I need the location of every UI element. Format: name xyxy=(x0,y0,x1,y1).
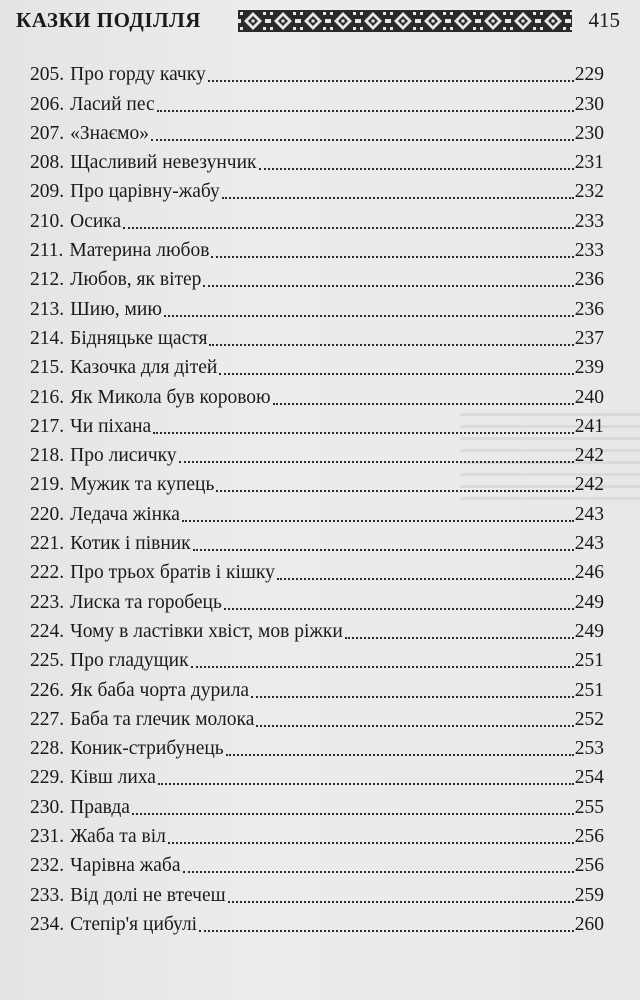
entry-title: Про трьох братів і кішку xyxy=(70,562,275,584)
toc-entry xyxy=(30,585,604,614)
entry-number: 221. xyxy=(30,533,65,555)
dot-leader xyxy=(228,900,574,903)
entry-page-number: 230 xyxy=(574,122,604,144)
entry-page-number: 252 xyxy=(574,708,604,730)
entry-title: Степір'я цибулі xyxy=(70,913,198,935)
entry-title: Щасливий невезунчик xyxy=(70,152,257,174)
toc-entry xyxy=(30,175,604,204)
toc-entry xyxy=(30,292,604,321)
entry-title: Про царівну-жабу xyxy=(70,181,220,203)
entry-number: 223. xyxy=(30,591,65,613)
dot-leader xyxy=(157,109,574,112)
toc-entry xyxy=(30,556,604,585)
entry-page-number: 251 xyxy=(574,679,604,701)
entry-number: 225. xyxy=(30,650,65,672)
toc-entry xyxy=(30,87,604,116)
dot-leader xyxy=(179,460,574,463)
entry-number: 217. xyxy=(30,415,65,437)
toc-entry xyxy=(30,58,604,87)
entry-page-number: 251 xyxy=(574,650,604,672)
dot-leader xyxy=(199,929,574,932)
entry-title: Жаба та віл xyxy=(70,826,166,848)
entry-title: Ківш лиха xyxy=(70,767,156,789)
entry-number: 220. xyxy=(30,503,65,525)
toc-entry xyxy=(30,849,604,878)
entry-page-number: 239 xyxy=(574,357,604,379)
entry-title: Лиска та горобець xyxy=(70,591,222,613)
entry-title: «Знаємо» xyxy=(70,122,149,144)
entry-title: Чарівна жаба xyxy=(70,855,181,877)
dot-leader xyxy=(153,431,574,434)
entry-page-number: 237 xyxy=(574,327,604,349)
book-title: КАЗКИ ПОДІЛЛЯ xyxy=(16,8,201,32)
dot-leader xyxy=(216,489,573,492)
entry-title: Шию, мию xyxy=(70,298,162,320)
dot-leader xyxy=(226,753,574,756)
entry-title: Як Микола був коровою xyxy=(70,386,271,408)
dot-leader xyxy=(219,372,573,375)
dot-leader xyxy=(164,314,574,317)
entry-title: Від долі не втечеш xyxy=(70,884,226,906)
entry-page-number: 236 xyxy=(574,269,604,291)
toc-entry xyxy=(30,908,604,937)
dot-leader xyxy=(259,167,574,170)
dot-leader xyxy=(222,196,574,199)
entry-page-number: 241 xyxy=(574,415,604,437)
entry-title: Ледача жінка xyxy=(70,503,180,525)
entry-number: 205. xyxy=(30,64,65,86)
entry-title: Про горду качку xyxy=(70,64,206,86)
entry-title: Мужик та купець xyxy=(70,474,215,496)
entry-number: 233. xyxy=(30,884,65,906)
entry-title: Про гладущик xyxy=(70,650,189,672)
dot-leader xyxy=(158,782,574,785)
entry-page-number: 255 xyxy=(574,796,604,818)
entry-title: Як баба чорта дурила xyxy=(70,679,250,701)
entry-number: 208. xyxy=(30,152,65,174)
entry-page-number: 246 xyxy=(574,562,604,584)
dot-leader xyxy=(208,79,574,82)
entry-title: Баба та глечик молока xyxy=(70,708,255,730)
entry-page-number: 256 xyxy=(574,855,604,877)
entry-number: 227. xyxy=(30,708,65,730)
entry-page-number: 233 xyxy=(574,240,604,262)
entry-number: 206. xyxy=(30,93,65,115)
toc-entry xyxy=(30,468,604,497)
entry-number: 224. xyxy=(30,620,65,642)
dot-leader xyxy=(123,226,574,229)
toc-entry xyxy=(30,439,604,468)
entry-number: 215. xyxy=(30,357,65,379)
entry-number: 218. xyxy=(30,445,65,467)
dot-leader xyxy=(151,138,574,141)
entry-title: Любов, як вітер xyxy=(70,269,202,291)
toc-entry xyxy=(30,263,604,292)
entry-page-number: 240 xyxy=(574,386,604,408)
dot-leader xyxy=(345,636,574,639)
entry-number: 229. xyxy=(30,767,65,789)
dot-leader xyxy=(168,841,574,844)
toc-entry xyxy=(30,878,604,907)
entry-number: 212. xyxy=(30,269,65,291)
entry-number: 210. xyxy=(30,210,65,232)
toc-entry xyxy=(30,644,604,673)
toc-entry xyxy=(30,732,604,761)
entry-number: 216. xyxy=(30,386,65,408)
dot-leader xyxy=(251,695,574,698)
entry-number: 228. xyxy=(30,738,65,760)
entry-page-number: 231 xyxy=(574,152,604,174)
entry-page-number: 254 xyxy=(574,767,604,789)
toc-entry xyxy=(30,410,604,439)
toc-entry xyxy=(30,380,604,409)
entry-title: Про лисичку xyxy=(70,445,177,467)
entry-number: 230. xyxy=(30,796,65,818)
entry-page-number: 233 xyxy=(574,210,604,232)
entry-page-number: 249 xyxy=(574,591,604,613)
entry-number: 234. xyxy=(30,913,65,935)
entry-title: Казочка для дітей xyxy=(70,357,218,379)
entry-title: Чи піхана xyxy=(70,415,152,437)
entry-title: Осика xyxy=(70,210,122,232)
toc-entry xyxy=(30,673,604,702)
entry-title: Котик і півник xyxy=(70,533,191,555)
dot-leader xyxy=(211,255,573,258)
entry-number: 211. xyxy=(30,240,64,262)
entry-page-number: 259 xyxy=(574,884,604,906)
entry-title: Правда xyxy=(70,796,130,818)
toc-entry xyxy=(30,527,604,556)
toc-entry xyxy=(30,117,604,146)
dot-leader xyxy=(277,577,574,580)
entry-number: 214. xyxy=(30,327,65,349)
entry-title: Чому в ластівки хвіст, мов ріжки xyxy=(70,620,343,642)
toc-entry xyxy=(30,761,604,790)
entry-page-number: 229 xyxy=(574,64,604,86)
toc-entry xyxy=(30,497,604,526)
dot-leader xyxy=(203,284,573,287)
entry-number: 226. xyxy=(30,679,65,701)
toc-entry xyxy=(30,322,604,351)
running-header xyxy=(16,6,620,36)
entry-number: 231. xyxy=(30,826,65,848)
entry-title: Ласий пес xyxy=(70,93,155,115)
page-number: 415 xyxy=(588,8,620,32)
entry-page-number: 256 xyxy=(574,826,604,848)
entry-title: Бідняцьке щастя xyxy=(70,327,208,349)
toc-entry xyxy=(30,703,604,732)
entry-page-number: 232 xyxy=(574,181,604,203)
dot-leader xyxy=(191,665,574,668)
entry-title: Материна любов xyxy=(69,240,210,262)
toc-entry xyxy=(30,351,604,380)
dot-leader xyxy=(183,870,574,873)
entry-page-number: 249 xyxy=(574,620,604,642)
entry-number: 213. xyxy=(30,298,65,320)
table-of-contents xyxy=(30,58,604,937)
entry-number: 222. xyxy=(30,562,65,584)
entry-page-number: 242 xyxy=(574,445,604,467)
toc-entry xyxy=(30,790,604,819)
dot-leader xyxy=(224,607,574,610)
toc-entry xyxy=(30,146,604,175)
dot-leader xyxy=(273,402,574,405)
entry-page-number: 230 xyxy=(574,93,604,115)
entry-page-number: 253 xyxy=(574,738,604,760)
entry-title: Коник-стрибунець xyxy=(70,738,224,760)
toc-entry xyxy=(30,820,604,849)
entry-page-number: 243 xyxy=(574,503,604,525)
dot-leader xyxy=(132,812,574,815)
toc-entry xyxy=(30,234,604,263)
entry-page-number: 260 xyxy=(574,913,604,935)
ornament-border xyxy=(238,10,572,32)
entry-page-number: 236 xyxy=(574,298,604,320)
toc-entry xyxy=(30,615,604,644)
dot-leader xyxy=(256,724,573,727)
dot-leader xyxy=(209,343,573,346)
entry-number: 207. xyxy=(30,122,65,144)
dot-leader xyxy=(193,548,574,551)
entry-number: 209. xyxy=(30,181,65,203)
dot-leader xyxy=(182,519,574,522)
toc-entry xyxy=(30,204,604,233)
entry-page-number: 243 xyxy=(574,533,604,555)
entry-page-number: 242 xyxy=(574,474,604,496)
entry-number: 219. xyxy=(30,474,65,496)
entry-number: 232. xyxy=(30,855,65,877)
